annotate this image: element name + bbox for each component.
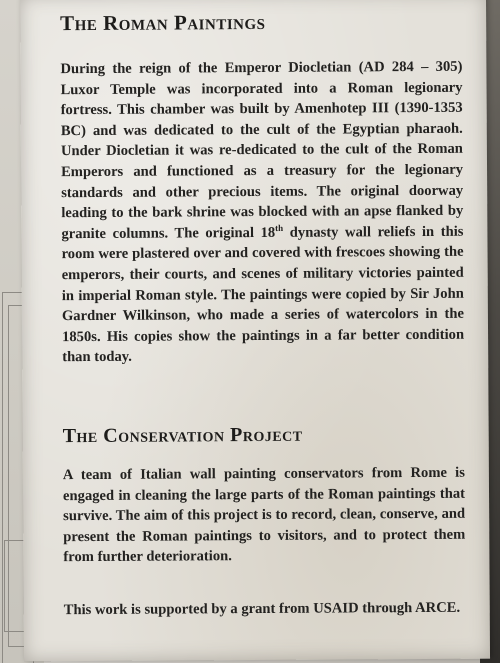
paragraph-1-part-a: During the reign of the Emperor Diocletian (AD 284 – 305) Luxor Temple was incorporated into a Roman legionary fortress. This chamber was built by Amenhotep III (1390-1353 BC) and was dedicated to the cult of the Egyptian pharaoh. Under Diocletian it was re-dedicated to the cult of the Roman Emperors and functioned as a treasury for the legionary standards and other precious items. The original doorway leading to the bark shrine was blocked with an apse flanked by granite columns. The original 18 xyxy=(60,58,464,242)
ordinal-superscript: th xyxy=(275,222,284,233)
paragraph-1-part-b: dynasty wall reliefs in this room were plastered over and covered with frescoes showing the emperors, their courts, and scenes of military victories painted in imperial Roman style. The paintings were copied by Sir John Gardner Wilkinson, who made a series of watercolors in the 1850s. His copies show the paintings in a far better condition than today. xyxy=(61,223,465,366)
information-sign xyxy=(20,0,490,661)
heading-conservation-project: The Conservation Project xyxy=(62,423,303,448)
paragraph-funding: This work is supported by a grant from USAID through ARCE. xyxy=(63,599,461,619)
heading-roman-paintings: The Roman Paintings xyxy=(60,9,266,36)
paragraph-conservation: A team of Italian wall painting conservators from Rome is engaged in cleaning the large parts of the Roman paintings that survive. The aim of this project is to record, clean, conserve, and present the Roman paintings to visitors, and to protect them from further deterioration. xyxy=(62,464,466,566)
paragraph-roman-paintings xyxy=(60,57,464,368)
